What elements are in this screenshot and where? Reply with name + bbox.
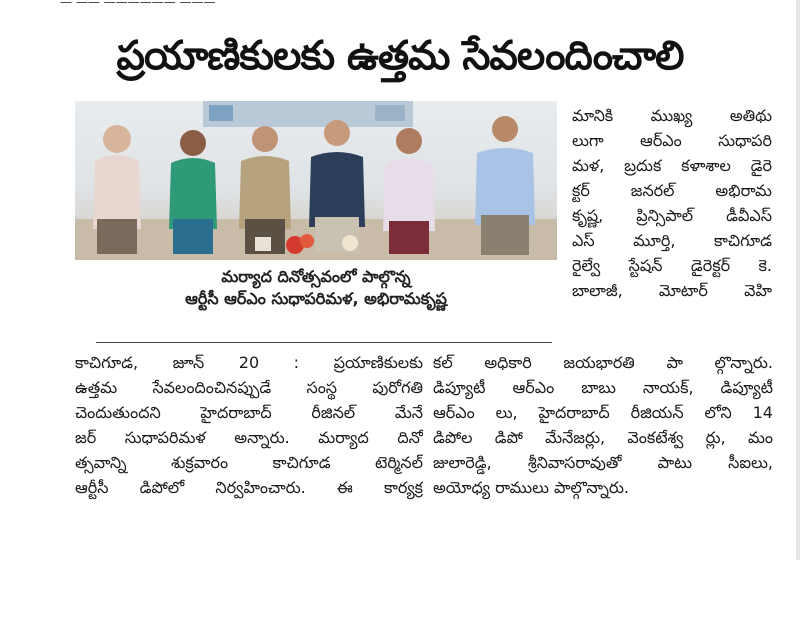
person-2 [169,130,217,254]
text-line: రైల్వే స్టేషన్ డైరెక్టర్ కె. [572,256,772,275]
text-line: మళ, బ్రదుక కళాశాల డైరె [572,156,772,175]
text-line: కల్ అధికారి జయభారతి పా ల్గొన్నారు. [433,353,773,372]
article-column-left [75,350,423,500]
top-cut-text [60,0,700,6]
text-line: ఉత్తమ సేవలందించినప్పుడే సంస్థ పురోగతి [75,378,423,397]
text-line: డిపోల డిపో మేనేజర్లు, వెంకటేశ్వ ర్లు, మం [433,428,773,447]
text-line: ఎస్ మూర్తి, కాచిగూడ [572,231,772,250]
person-3 [239,126,291,254]
text-line: మానికి ముఖ్య అతిథు [572,106,772,125]
text-line: డిప్యూటీ ఆర్ఎం బాబు నాయక్, డిప్యూటీ [433,378,773,397]
article-column-right-top [572,103,772,303]
text-line: క్టర్ జనరల్ అభిరామ [572,181,772,200]
text-line: అయోధ్య రాములు పాల్గొన్నారు. [433,478,629,497]
caption-divider [96,342,552,343]
text-line: జర్ సుధాపరిమళ అన్నారు. మర్యాద దినో [75,428,423,447]
text-line: త్సవాన్ని శుక్రవారం కాచిగూడ టెర్మినల్ [75,453,423,472]
person-6 [475,116,535,255]
text-line: ఆర్టీసీ డిపోలో నిర్వహించారు. ఈ కార్యక్ర [75,478,423,497]
dateline-text: కాచిగూడ, జూన్ 20 : ప్రయాణికులకు [75,353,423,372]
caption-line-2: ఆర్టీసీ ఆర్ఎం సుధాపరిమళ, అభిరామకృష్ణ [185,289,447,308]
text-line: కృష్ణ, ప్రిన్సిపాల్ డీవీఎస్ [572,206,772,225]
article-column-right-bottom [433,350,773,500]
scan-edge [796,0,800,560]
person-5 [383,128,435,254]
person-1 [93,125,141,254]
text-line: బాలాజీ, మోటార్ వెహి [572,281,772,300]
text-line: లుగా ఆర్ఎం సుధాపరి [572,131,772,150]
text-line: ఆర్ఎం లు, హైదరాబాద్ రీజియన్ లోని 14 [433,403,773,422]
photo-caption [75,266,557,310]
page-title: ప్రయాణికులకు ఉత్తమ సేవలందించాలి [116,33,684,79]
text-line: జులారెడ్డి, శ్రీనివాసరావుతో పాటు సీఐలు, [433,453,773,472]
text-line: చెందుతుందని హైదరాబాద్ రీజినల్ మేనే [75,403,423,422]
person-4 [309,120,365,253]
caption-line-1: మర్యాద దినోత్సవంలో పాల్గొన్న [221,267,411,286]
news-photo [75,101,557,260]
